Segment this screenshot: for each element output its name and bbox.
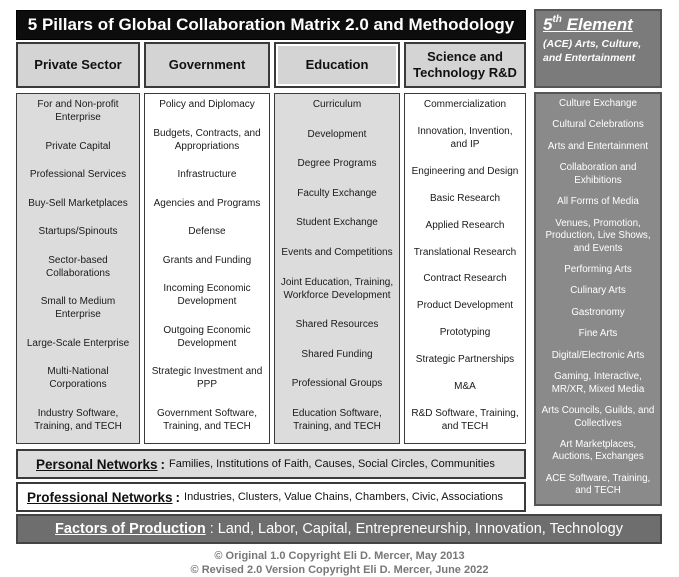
fifth-element-item: Fine Arts	[578, 328, 618, 340]
government-item: Infrastructure	[177, 169, 237, 181]
science-technology-item: Applied Research	[425, 219, 505, 231]
science-technology-item: Commercialization	[423, 99, 507, 110]
column-education	[274, 93, 400, 444]
science-technology-item: Engineering and Design	[411, 165, 519, 177]
fifth-element-title-number: 5	[543, 15, 553, 34]
private-sector-item: Professional Services	[29, 169, 127, 181]
column-science-technology	[404, 93, 526, 444]
government-item: Grants and Funding	[162, 254, 252, 266]
education-item: Shared Resources	[295, 319, 379, 331]
fifth-element-title-sup: th	[552, 14, 562, 25]
fifth-element-item: Gastronomy	[571, 306, 625, 318]
private-sector-item: Small to Medium Enterprise	[40, 296, 116, 321]
factors-of-production-bar: Factors of Production : Land, Labor, Capital, Entrepreneurship, Innovation, Technology	[16, 514, 662, 544]
science-technology-item: Innovation, Invention, and IP	[417, 125, 513, 150]
fifth-element-item: Venues, Promotion, Production, Live Shows, and Events	[545, 217, 651, 254]
column-private-sector	[16, 93, 140, 444]
fifth-element-item: Cultural Celebrations	[552, 119, 644, 131]
government-item: Budgets, Contracts, and Appropriations	[153, 127, 261, 152]
fifth-element-item: Performing Arts	[564, 264, 632, 276]
education-item: Student Exchange	[296, 217, 378, 229]
education-item: Professional Groups	[291, 378, 383, 390]
fifth-element-item: Arts Councils, Guilds, and Collectives	[541, 405, 655, 429]
private-sector-item: Industry Software, Training, and TECH	[34, 407, 122, 432]
matrix-title: 5 Pillars of Global Collaboration Matrix 2.0 and Methodology	[16, 10, 526, 40]
fifth-element-item: Art Marketplaces, Auctions, Exchanges	[552, 438, 644, 463]
professional-networks-text: Industries, Clusters, Value Chains, Chambers, Civic, Associations	[184, 491, 503, 503]
column-header-science-technology: Science and Technology R&D	[404, 42, 526, 88]
private-sector-item: Sector-based Collaborations	[46, 254, 110, 279]
education-item: Development	[307, 128, 367, 140]
fifth-element-item: Culture Exchange	[559, 98, 637, 109]
private-sector-item: Private Capital	[45, 140, 111, 152]
copyright-revised: © Revised 2.0 Version Copyright Eli D. Mercer, June 2022	[190, 564, 489, 576]
private-sector-item: Large-Scale Enterprise	[26, 337, 130, 349]
column-government	[144, 93, 270, 444]
column-header-government: Government	[144, 42, 270, 88]
fifth-element-item: Culinary Arts	[570, 285, 626, 297]
professional-networks-bar: Professional Networks : Industries, Clusters, Value Chains, Chambers, Civic, Associations	[16, 482, 526, 512]
fifth-element-item: Digital/Electronic Arts	[551, 349, 645, 361]
science-technology-item: Basic Research	[429, 192, 501, 204]
fifth-element-item: All Forms of Media	[557, 196, 639, 208]
personal-networks-text: Families, Institutions of Faith, Causes, Social Circles, Communities	[169, 458, 495, 470]
government-item: Policy and Diplomacy	[159, 99, 255, 110]
government-item: Defense	[188, 226, 226, 238]
science-technology-item: M&A	[454, 381, 476, 393]
education-item: Events and Competitions	[281, 246, 393, 258]
education-item: Education Software, Training, and TECH	[292, 407, 382, 432]
personal-networks-bar: Personal Networks : Families, Institutions of Faith, Causes, Social Circles, Communities	[16, 449, 526, 479]
government-item: Government Software, Training, and TECH	[156, 407, 258, 432]
government-item: Incoming Economic Development	[163, 283, 251, 308]
factors-of-production-label: Factors of Production	[55, 521, 206, 537]
science-technology-item: Contract Research	[423, 273, 507, 285]
fifth-element-item: Arts and Entertainment	[547, 140, 649, 152]
science-technology-item: Strategic Partnerships	[415, 354, 515, 366]
science-technology-item: Translational Research	[413, 246, 517, 258]
fifth-element-column	[534, 92, 662, 506]
science-technology-item: Prototyping	[439, 327, 491, 339]
education-item: Curriculum	[312, 99, 362, 110]
fifth-element-item: ACE Software, Training, and TECH	[545, 472, 651, 497]
fifth-element-header	[534, 9, 662, 88]
private-sector-item: Multi-National Corporations	[47, 366, 109, 391]
column-header-private-sector: Private Sector	[16, 42, 140, 88]
government-item: Outgoing Economic Development	[163, 324, 251, 349]
professional-networks-label: Professional Networks	[27, 489, 173, 505]
government-item: Agencies and Programs	[153, 197, 261, 209]
private-sector-item: Startups/Spinouts	[38, 226, 118, 238]
private-sector-item: Buy-Sell Marketplaces	[28, 197, 128, 209]
science-technology-item: Product Development	[416, 300, 514, 312]
science-technology-item: R&D Software, Training, and TECH	[411, 407, 519, 432]
education-item: Joint Education, Training, Workforce Development	[280, 276, 394, 301]
government-item: Strategic Investment and PPP	[151, 366, 263, 391]
column-header-education: Education	[274, 42, 400, 88]
private-sector-item: For and Non-profit Enterprise	[37, 99, 119, 123]
fifth-element-title	[543, 15, 654, 35]
fifth-element-item: Gaming, Interactive, MR/XR, Mixed Media	[551, 371, 645, 395]
fifth-element-title-word: Element	[561, 15, 633, 34]
fifth-element-subtitle: (ACE) Arts, Culture, and Entertainment	[543, 38, 642, 64]
personal-networks-label: Personal Networks	[36, 456, 158, 472]
education-item: Shared Funding	[301, 348, 373, 360]
factors-of-production-text: Land, Labor, Capital, Entrepreneurship, Innovation, Technology	[217, 521, 623, 537]
education-item: Degree Programs	[297, 158, 377, 170]
education-item: Faculty Exchange	[297, 187, 377, 199]
fifth-element-item: Collaboration and Exhibitions	[559, 162, 637, 186]
copyright-original: © Original 1.0 Copyright Eli D. Mercer, May 2013	[214, 550, 465, 562]
